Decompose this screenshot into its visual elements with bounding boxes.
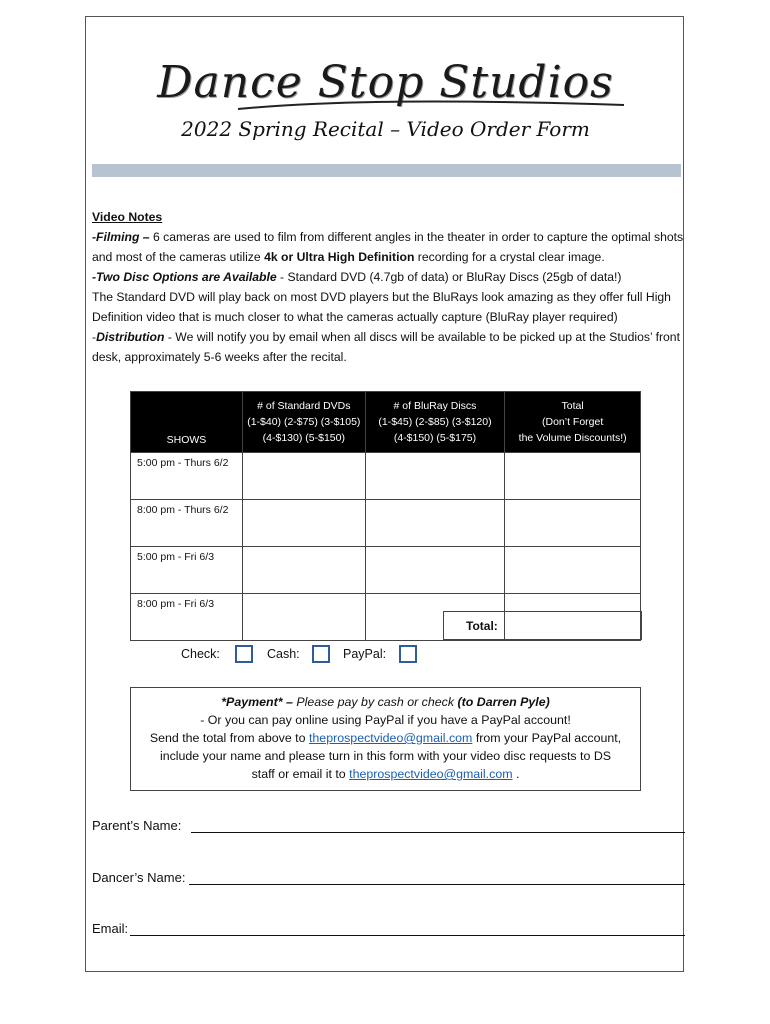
disc-options-text: - Standard DVD (4.7gb of data) or BluRay Discs (25gb of data!) — [276, 270, 622, 284]
payment-line-1 — [131, 693, 640, 711]
distribution-label: Distribution — [96, 330, 165, 344]
contact-email-link[interactable]: theprospectvideo@gmail.com — [349, 767, 513, 781]
video-notes-heading: Video Notes — [92, 210, 163, 224]
email-field[interactable] — [130, 935, 685, 936]
row-total-cell[interactable] — [505, 500, 641, 547]
payment-line-4: include your name and please turn in this form with your video disc requests to DS — [159, 749, 612, 763]
parent-name-field[interactable] — [191, 832, 685, 833]
bluray-prices-2: (4-$150) (5-$175) — [393, 432, 477, 444]
header-total — [505, 392, 641, 453]
disc-options-note — [92, 267, 684, 287]
form-title: 2022 Spring Recital – Video Order Form — [181, 117, 590, 141]
total-note-2: the Volume Discounts!) — [518, 432, 627, 444]
header-divider-band — [92, 164, 681, 177]
filming-text-1: 6 cameras are used to film from different angles in the theater in order to capture the optimal shots and most of the cameras utilize — [92, 230, 684, 264]
filming-text-2: recording for a crystal clear image. — [414, 250, 605, 264]
cash-label: Cash: — [267, 647, 300, 661]
payment-instructions-box — [130, 687, 641, 791]
filming-bold: 4k or Ultra High Definition — [264, 250, 415, 264]
header-bluray-discs — [365, 392, 505, 453]
disc-options-label: -Two Disc Options are Available — [92, 270, 277, 284]
dvd-qty-cell[interactable] — [242, 453, 365, 500]
payment-line-5b: . — [512, 767, 520, 781]
bluray-prices-1: (1-$45) (2-$85) (3-$120) — [378, 416, 492, 428]
header-shows: SHOWS — [131, 392, 243, 453]
show-label: 5:00 pm - Fri 6/3 — [131, 547, 243, 594]
logo-swash-decoration — [236, 97, 626, 115]
table-row — [131, 547, 641, 594]
dvd-title: # of Standard DVDs — [257, 400, 351, 412]
show-label: 8:00 pm - Thurs 6/2 — [131, 500, 243, 547]
dvd-prices-1: (1-$40) (2-$75) (3-$105) — [247, 416, 361, 428]
payment-payee: (to Darren Pyle) — [457, 695, 550, 709]
dvd-prices-2: (4-$130) (5-$150) — [262, 432, 345, 444]
distribution-text: - We will notify you by email when all discs will be available to be picked up at the Studios’ front desk, approximately 5-6 weeks after the recital. — [92, 330, 680, 364]
bluray-qty-cell[interactable] — [365, 453, 505, 500]
payment-heading: *Payment* – — [221, 695, 297, 709]
cash-checkbox[interactable] — [312, 645, 330, 663]
studio-logo: Dance Stop Studios — [157, 57, 614, 108]
table-row — [131, 453, 641, 500]
payment-instruction: Please pay by cash or check — [296, 695, 458, 709]
dvd-qty-cell[interactable] — [242, 594, 365, 641]
dancer-name-label: Dancer’s Name: — [92, 870, 186, 885]
row-total-cell[interactable] — [505, 547, 641, 594]
paypal-email-link[interactable]: theprospectvideo@gmail.com — [308, 731, 473, 745]
disc-playback-note: The Standard DVD will play back on most DVD players but the BluRays look amazing as they offer full High Definition video that is much closer to what the cameras actually capture (BluRay player required) — [92, 290, 671, 324]
show-label: 8:00 pm - Fri 6/3 — [131, 594, 243, 641]
payment-line-5 — [131, 765, 640, 783]
header-standard-dvds — [242, 392, 365, 453]
distribution-prefix: - — [92, 330, 97, 344]
parent-name-label: Parent’s Name: — [92, 818, 182, 833]
table-row — [131, 500, 641, 547]
video-notes-section — [92, 207, 684, 367]
grand-total-label: Total: — [466, 619, 498, 633]
payment-line-3 — [131, 729, 640, 747]
order-form-page — [85, 16, 684, 972]
dvd-qty-cell[interactable] — [242, 500, 365, 547]
distribution-note — [92, 327, 684, 367]
email-label: Email: — [92, 921, 129, 936]
payment-line-2: - Or you can pay online using PayPal if you have a PayPal account! — [200, 713, 571, 727]
total-title: Total — [561, 400, 584, 412]
show-label: 5:00 pm - Thurs 6/2 — [131, 453, 243, 500]
filming-label: -Filming – — [92, 230, 153, 244]
paypal-label: PayPal: — [343, 647, 387, 661]
dvd-qty-cell[interactable] — [242, 547, 365, 594]
payment-line-3b: from your PayPal account, — [472, 731, 622, 745]
order-table-header — [131, 392, 641, 453]
check-label: Check: — [181, 647, 220, 661]
total-note-1: (Don’t Forget — [542, 416, 604, 428]
paypal-checkbox[interactable] — [399, 645, 417, 663]
bluray-qty-cell[interactable] — [365, 500, 505, 547]
payment-line-3a: Send the total from above to — [149, 731, 309, 745]
payment-line-5a: staff or email it to — [251, 767, 350, 781]
filming-note — [92, 227, 684, 267]
grand-total-field[interactable] — [443, 611, 642, 640]
order-table — [130, 391, 641, 641]
bluray-qty-cell[interactable] — [365, 547, 505, 594]
check-checkbox[interactable] — [235, 645, 253, 663]
dancer-name-field[interactable] — [189, 884, 685, 885]
bluray-title: # of BluRay Discs — [393, 400, 477, 412]
row-total-cell[interactable] — [505, 453, 641, 500]
